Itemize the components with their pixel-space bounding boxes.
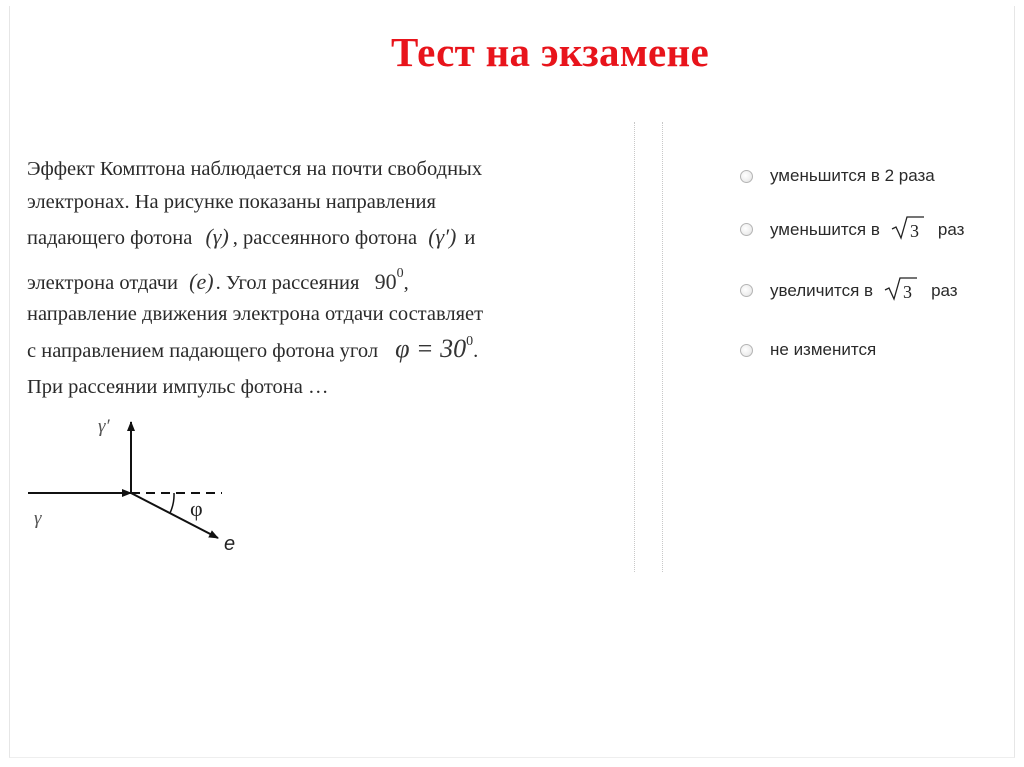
svg-text:3: 3 bbox=[909, 221, 919, 240]
question-line-1: Эффект Комптона наблюдается на почти свободных bbox=[27, 158, 483, 180]
scattered-photon-symbol: (γ′) bbox=[428, 224, 457, 249]
radio-button[interactable] bbox=[740, 223, 753, 236]
gamma-label: γ bbox=[34, 508, 42, 529]
answer-label: раз bbox=[931, 280, 958, 300]
gamma-prime-label: γ′ bbox=[98, 416, 110, 437]
svg-text:3: 3 bbox=[903, 282, 913, 301]
page-title: Тест на экзамене bbox=[391, 29, 709, 75]
answer-label: уменьшится в 2 раза bbox=[770, 166, 935, 185]
column-divider-left bbox=[634, 122, 635, 572]
radio-button[interactable] bbox=[740, 344, 753, 357]
scattering-angle: $90^0$ bbox=[374, 266, 404, 294]
question-text: , рассеянного фотона bbox=[232, 227, 418, 249]
radio-button[interactable] bbox=[740, 284, 753, 297]
question-text: , bbox=[403, 272, 409, 294]
answer-label: раз bbox=[937, 219, 965, 239]
question-text: с направлением падающего фотона угол bbox=[27, 340, 379, 362]
answer-option-3[interactable] bbox=[740, 275, 958, 306]
phi-label: φ bbox=[190, 496, 203, 521]
question-line-5: направление движения электрона отдачи составляет bbox=[27, 303, 484, 325]
question-text: . Угол рассеяния bbox=[215, 272, 360, 294]
incident-photon-symbol: (γ) bbox=[205, 224, 229, 249]
question-text: . bbox=[473, 340, 479, 362]
radio-button[interactable] bbox=[740, 170, 753, 183]
sqrt-sign-icon bbox=[883, 275, 919, 301]
question-text: и bbox=[464, 227, 476, 249]
sqrt-sign-icon bbox=[890, 214, 926, 240]
answer-label: уменьшится в bbox=[770, 219, 880, 239]
answer-option-2[interactable] bbox=[740, 214, 964, 245]
question-line-7: При рассеянии импульс фотона … bbox=[27, 376, 329, 398]
sqrt-three-formula bbox=[883, 275, 919, 306]
angle-arc bbox=[170, 493, 174, 513]
angle-formula: $\varphi = 30^0$ bbox=[395, 334, 474, 363]
question-text: электрона отдачи bbox=[27, 272, 179, 294]
recoil-electron-symbol: (e) bbox=[189, 269, 214, 294]
question-text: падающего фотона bbox=[27, 227, 193, 249]
electron-label: e bbox=[224, 533, 236, 555]
question-line-2: электронах. На рисунке показаны направления bbox=[27, 191, 436, 213]
answer-label: увеличится в bbox=[770, 280, 874, 300]
answer-label: не изменится bbox=[770, 340, 877, 359]
column-divider-right bbox=[662, 122, 663, 572]
answer-option-4[interactable] bbox=[740, 340, 876, 360]
answer-option-1[interactable] bbox=[740, 166, 935, 186]
sqrt-three-formula bbox=[890, 214, 926, 245]
